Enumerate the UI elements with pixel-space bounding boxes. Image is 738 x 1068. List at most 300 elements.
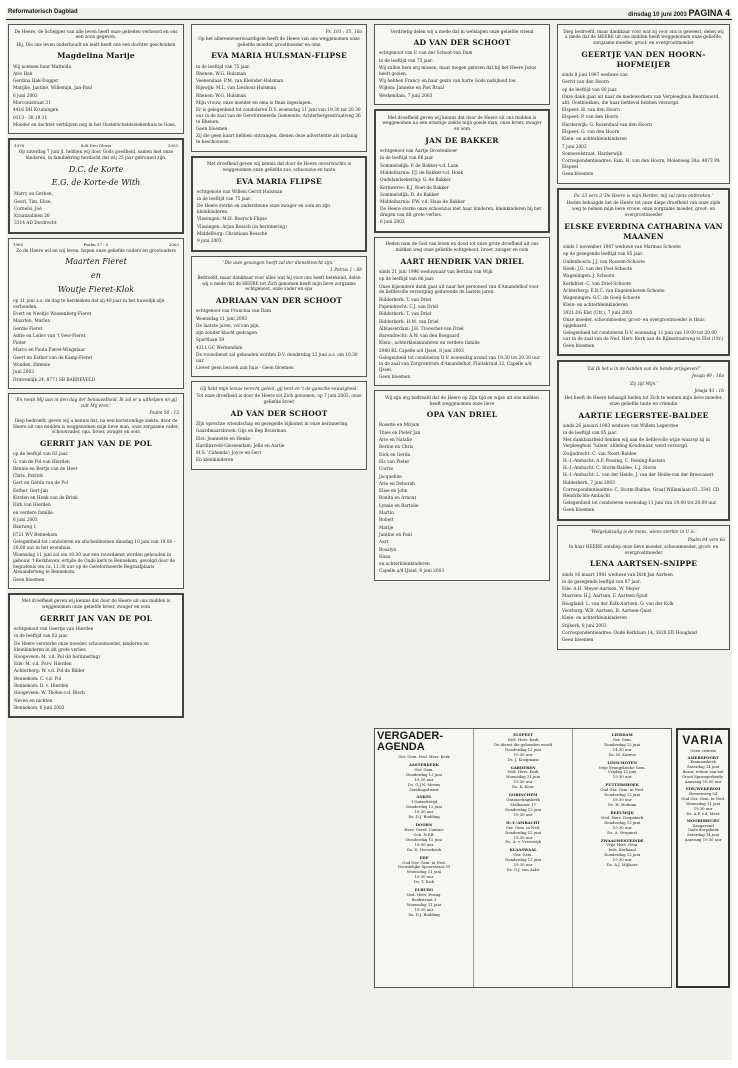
agenda-line: Ds. A. Vergunst (607, 829, 638, 835)
announcement-line: in de leeftijd van 66 jaar (380, 156, 434, 162)
announcement-line: Hoek: J.G. van der Poel-Schoote (563, 266, 633, 272)
announcement-text: Bedroefd, maar dankbaar voor alles wat hij voor ons heeft betekend, delen wij u mede dat de HEERE tot Zich genomen heeft mijn lieve zorgzame echtgenoot, onze vader en opa (197, 275, 361, 293)
announcement-line: 6 juni 2003 (13, 517, 38, 523)
agenda-entry (377, 795, 471, 820)
agenda-place: GORINCHEM (508, 792, 538, 798)
agenda-entry (476, 821, 570, 846)
announcement-line: Liever geen bezoek aan huis - Geen bloemen (196, 366, 294, 372)
announcement-line: Er is gelegenheid tot condoleren D.V. woensdag 11 juni van 19.30 tot 20.30 uur in de zaal van de Gereformeerde Gemeente, Achterbergsestraatweg 36 te Rhenen. (196, 108, 361, 125)
varia-line: Hessenweg 54 (689, 790, 718, 796)
announcement-line: Rijswijk: M.L. van Lieshout-Hulsman (196, 86, 277, 92)
agenda-line: Ds. G.J. van Aalst (506, 867, 540, 873)
announcement-line: 9 juni 2003 (197, 239, 222, 245)
announcement-text: Hij, Die ons leven onderhoudt en leidt heeft ons een dochter geschonken (16, 42, 176, 48)
agenda-line: Ds. D. Hoesebeek (407, 846, 442, 852)
announcement-line: zijn zonder klacht gedragen. (196, 331, 259, 337)
announcement-line: Geen bloemen (379, 374, 411, 380)
agenda-line: 19.30 uur (414, 776, 434, 782)
announcement-line: Harderwijk: G. Rozendaal-van den Hoorn (562, 122, 652, 128)
announcement-line: Evert en Neeltje Wassenberg-Fieret (13, 311, 92, 317)
announcement-line: Cornelis, Joë (14, 206, 42, 212)
announcement-line: Geen bloemen (562, 638, 594, 644)
announcement-line: Lynsie en Bartolie (379, 503, 419, 509)
announcement (374, 390, 550, 580)
varia-line: Aanvang 19.30 uur (684, 837, 722, 843)
agenda-entry (377, 888, 471, 918)
agenda-line: Ds. A.J. Mijlaars (606, 862, 638, 868)
announcement-line: 6 juni 2003 (13, 93, 38, 99)
announcement-text: Verdrietig delen wij u mede dat in welslapen onze geliefde vriend (390, 29, 534, 35)
agenda-entry (377, 823, 471, 853)
announcement-line: Sportlaan 39 (196, 338, 225, 344)
announcement-line: Esther, Gert-Jan (13, 488, 48, 494)
announcement-line: Bantweg 1 (13, 525, 37, 531)
agenda-line: Donderdag 12 juni (406, 804, 442, 810)
masthead (6, 8, 732, 20)
announcement-line: 0113 - 38 19 11 (13, 115, 48, 121)
agenda-place: H.-I.-AMBACHT (506, 819, 541, 825)
agenda-line: Oud Ger. Gem. in Ned. (600, 787, 645, 793)
announcement-line: Vlissingen: M.H. Boersch-Flipse (197, 217, 267, 223)
deceased-name: ADRIAAN VAN DER SCHOOT (215, 296, 343, 306)
couple-name: Woutje Fieret-Klok (57, 285, 135, 295)
announcement-line: Hardinxveld-Giessendam: Jelle en Aartie (196, 443, 285, 449)
agenda-line: Donderdag 12 juni (505, 806, 542, 812)
announcement-text: Met droefheid geven wij kennis dat door de Heere uit ons midden is weggenomen na een ernstige ziekte mijn goede man, onze broer, zwager en oom (382, 115, 542, 133)
announcement-line: Gerdie Fieret (13, 326, 43, 332)
announcement-line: Geen bloemen (563, 344, 595, 350)
announcement-line: Adrie en Lodev van 't Veer-Fieret (13, 333, 86, 339)
varia-line: Aanvang 10.00 uur (684, 779, 722, 785)
agenda-line: 19.30 uur (513, 811, 533, 817)
agenda-line: Ger. Gem. (414, 766, 434, 772)
page-number: PAGINA 4 (688, 8, 730, 18)
announcement (8, 24, 184, 134)
announcement-line: Achterberg: W. v.d. Pol-de Bilder (14, 669, 85, 675)
announcement-line: echtgenoot van F. van der Schoot-van Dam (379, 51, 473, 57)
announcement-line: Oudenbosch: J.J. van Rossem-Schoote (563, 259, 645, 265)
deceased-name: GERRIT JAN VAN DE POL (39, 614, 153, 624)
agenda-entry (476, 733, 570, 763)
agenda-entry (575, 839, 669, 869)
announcement (8, 238, 184, 389)
announcement-line: Elspeet: H. van den Hoorn (562, 108, 620, 114)
announcement-line: De rouwdienst zal gehouden worden D.V. donderdag 12 juni a.s. om 10.30 uur. (196, 353, 358, 364)
agenda-line: Donderdag 12 juni (406, 771, 442, 777)
announcement-line: Ede: M. v.d. Pol-v. Hierden (14, 662, 72, 668)
agenda-line: 19.30 uur (414, 906, 434, 912)
agenda-place: KLAASWAAL (509, 847, 537, 853)
announcement (191, 381, 367, 469)
header-motto: Psalm 37 : 5 (83, 241, 109, 247)
announcement-line: Correspondentieadres: C. Storm-Baldee, Graaf Willemlaan 63, 3341 CD Hendrik-Ido-Ambacht (563, 488, 720, 499)
announcement (8, 393, 184, 589)
announcement (191, 256, 367, 378)
announcement-line: Bennekom: C. v.d. Pol (14, 676, 62, 682)
announcement-line: Middelburg: Christiaan Bossche (197, 232, 268, 238)
announcement-line: Mijn vrouw, onze moeder en oma is thuis ingeslapen. (196, 101, 312, 106)
announcement-text: Diep bedroefd, maar dankbaar voor wat zij voor ons is geweest, delen wij u mede dat de HEERE uit ons midden heeft weggenomen onze geliefde, zorgzame moeder, groot- en overgrootmoeder (563, 29, 724, 47)
announcement-header (13, 242, 179, 247)
announcement-line: Wij zullen hem erg missen, maar mogen geloven dat hij het Heere Jezus heeft gezien. (379, 66, 537, 77)
varia-place: MOORDRECHT (686, 817, 720, 823)
announcement-line: Ridderkerk: T. van Driel (379, 312, 432, 318)
announcement-line: echtgenoot van Geertje van Hierden (14, 627, 94, 633)
announcement-text: Tot onze droefheid is door de Heere tot Zich genomen, op 7 juni 2003, onze geliefde broer (196, 394, 362, 406)
announcement-line: Wouden, Dimmie (13, 363, 51, 368)
announcement-line: Woensdag 11 juni zal om 10.30 uur een rouwdienst worden gehouden in gebouw 't Kerkhoven, ertijde de Oude kerk te Bennekom, gevolgd door de begrafenis om ca. 11.30 uur op de Gereformeerde Begraafplaats Alexanderweg te Bennekom. (13, 552, 175, 576)
announcement-line: Zwijndrecht: C. van Noort-Baldee (563, 451, 637, 457)
announcement-line: Druivenlijk 24, 8771 SB BARNEVELD (13, 377, 96, 383)
announcement-header (14, 143, 178, 148)
varia-place: AMERSFOORT (687, 754, 719, 760)
agenda-entry (377, 763, 471, 793)
announcement-line: Zijn oprechte vriendschap en geregelde bijkomst in onze herinnering. (196, 421, 349, 427)
announcement-line: Vlissingen: Arjan Bossch (in herinnering) (197, 224, 287, 230)
announcement-line: Hoogeveen: M. v.d. Pol (in herinnering) (14, 654, 100, 660)
agenda-line: Donderdag 12 juni (604, 852, 641, 858)
header-year-end: 2003 (168, 241, 179, 247)
announcement-line: Elspeet: G. van den Hoorn (562, 130, 620, 136)
varia-place: EDE/WEKEROM (685, 786, 721, 792)
announcement-line: Jacqueline (379, 474, 402, 480)
announcement-line: Els van Pieter (379, 459, 410, 465)
agenda-line: Vrije Herv. Gem. (606, 842, 639, 848)
agenda-line: Vrije Evangelische Gem. (598, 764, 646, 770)
agenda-line: Ds. J. Kooijmans (507, 756, 539, 762)
agenda-line: 19.30 uur (513, 862, 533, 868)
announcement-line: De Heere sterke onze schoonzus met haar kinderen, kleinkinderen bij het dragen van dit grote verlies. (380, 207, 542, 219)
announcement-line: Gelegenheid tot condoleren en afscheidnemen dinsdag 10 juni van 19.00 - 20.00 uur in het woonhuis. (13, 539, 176, 551)
announcement-line: Gert en Gerda van de Pol (13, 481, 68, 487)
announcement (557, 188, 730, 357)
agenda-line: 19.30 uur (612, 824, 632, 830)
agenda-line: Ds. M. Karens (608, 751, 636, 757)
announcement-line: H.-I.-Ambacht: L. van der Heide, J. van der Heide-van der Broecasert (563, 473, 714, 479)
agenda-line: Woensdag 11 juni (406, 901, 442, 907)
agenda-line: Ontmoetingskerk (506, 797, 540, 803)
agenda-line: Oud Ger. Gem. in Ned. (402, 859, 446, 865)
announcement-line: M.S. 'Cahenda': Joyce en Gert (196, 451, 262, 457)
announcement-line: Aart (379, 540, 389, 546)
agenda-line: 't Ontzettetijd (410, 799, 438, 805)
announcement (191, 156, 367, 252)
announcement-line: Geen bloemen (563, 508, 595, 514)
agenda-place: LIERDAM (611, 732, 633, 737)
announcement-line: in de gezegende leeftijd van 87 jaar. (562, 579, 641, 585)
announcement-line: Wijlem: Janneke en Piet Braal (379, 86, 445, 92)
announcement-line: Ridderkerk: T. van Driel (379, 297, 432, 303)
announcement-line: Oudelandsekering: G. de Bakker (380, 178, 451, 184)
varia-line: Emmauskerk (690, 759, 716, 765)
agenda-place: GARDEREN (510, 764, 536, 770)
announcement-line: Dick en Gerda (379, 452, 411, 458)
deceased-name: Magdelina Marije (57, 51, 135, 61)
announcement-line: Stijkerk, 8 juni 2003 (562, 623, 607, 629)
agenda-line: Ds. D.J. Budding (408, 814, 440, 820)
agenda-line: Donderdag 12 juni (505, 746, 542, 752)
varia-line: Bazar, reünie van het Groot Sprangerbeide. (682, 769, 725, 780)
varia-title: VARIA (682, 733, 724, 747)
header-year-start: 1963 (13, 241, 24, 247)
announcement-line: Marije (379, 525, 394, 531)
agenda-line: Ned. Herv. Kerk (507, 736, 539, 742)
announcement (557, 360, 730, 520)
announcement-line: Klein- en achterkleinkinderen (562, 616, 627, 622)
agenda-line: Ned. Herv. Evang. (406, 892, 442, 898)
announcement-line: echtgenote van Willem Gerrit Hulsman (197, 189, 283, 195)
announcement-line: Alblasserdam: J.H. Troeschet-van Driel (379, 326, 464, 332)
announcement-line: Barendrecht: A.W. van den Bosgaard (379, 334, 460, 340)
agenda-line: Noordelijke Spoorstraat 59 (397, 864, 451, 870)
agenda-line: Donderdag 12 juni (604, 741, 641, 747)
bible-quote: Ps. 23 vers 3 'De Heere is mijn Herder, mij zal niets ontbreken.' (574, 194, 713, 200)
announcement-line: Hoogland: L. van der Kolk-Aartsen, G. van der Kolk (562, 601, 674, 607)
agenda-line: 19.30 uur (513, 834, 533, 840)
couple-name: E.G. de Korte-de With (51, 178, 141, 188)
announcement-line: Geert en Esther van de Kamp-Fieret (13, 355, 93, 361)
announcement-line: Rosette en Mirjam (379, 423, 420, 429)
announcement-text: Met droefheid geven wij kennis dat door de Heere onverwachts is weggenomen onze geliefde zus, schoonzus en tante (206, 162, 351, 173)
announcement-line: Kraanzalinen 26 (14, 214, 50, 220)
column-3 (374, 24, 550, 724)
announcement-line: 4311 GC Werkendam (196, 345, 243, 351)
agenda-line: 19.30 uur (513, 751, 533, 757)
deceased-name: EVA MARIA FLIPSE (236, 176, 322, 186)
announcement-text: De Heere, de Schepper van alle leven heeft onze gebeden verhoord en ons een zoon gegeven. (14, 29, 178, 41)
agenda-place: REEUWIJK (610, 809, 634, 815)
announcement (557, 525, 730, 650)
announcement-line: Capelle a/d IJssel, 8 juni 2003 (379, 569, 445, 575)
bible-reference: Psalm 50 : 15 (149, 411, 179, 417)
announcement (8, 138, 184, 234)
announcement-line: sinds 1 november 1987 weduwe van Marinus Schoote (563, 245, 681, 251)
agenda-line: Woensdag 11 juni (506, 774, 541, 780)
announcement-line: Robert (379, 518, 394, 524)
announcement-line: Maarten, Marlon (13, 319, 51, 325)
announcement-line: Moeder en dochter verblijven nog in het Oosterscheldeziekenhuis te Goes. (13, 122, 177, 128)
agenda-line: 19.30 uur (513, 779, 533, 785)
announcement-line: G. van de Pol-van Hierden (13, 459, 70, 465)
announcement-line: Hans (379, 554, 391, 560)
announcement-line: Martin (379, 511, 394, 517)
announcement-line: sinds 21 juni 1996 weduwnaar van Bertina van Wijk (379, 270, 493, 275)
agenda-entry (476, 848, 570, 873)
announcement-line: Bennekom, 6 juni 2003 (14, 705, 65, 711)
announcement-line: Klein- en achterkleinkinderen (562, 137, 627, 143)
agenda-line: Donderdag 12 juni (406, 836, 442, 842)
header-year-start: 1978 (14, 143, 25, 149)
bible-reference: 1 Petrus 1 : 8b (330, 268, 362, 274)
announcement-line: Wageningen: G.C. de Goeij-Schoote (563, 296, 641, 302)
announcement-line: Maarsen: H.J. Aartsen, F. Aartsen-Spuit (562, 594, 648, 600)
announcement-line: En kleinkinderen (196, 458, 234, 464)
announcement-line: Rhenen: W.G. Hulsman (196, 71, 246, 77)
couple-name: D.C. de Korte (68, 164, 124, 174)
announcement-line: op de gezegende leeftijd van 85 jaar. (563, 252, 644, 258)
varia-line: Woensdag 11 juni (686, 800, 721, 806)
page-date: dinsdag 10 juni 2003 PAGINA 4 (628, 8, 730, 18)
announcement-line: Onze dank gaat uit naar de medewerkers van Verpleeghuis Beatrixoord, afd. Oostblokken, die haar liefdevol hebben verzorgd. (562, 95, 720, 106)
bible-reference: Psalm 84 vers 6a (687, 537, 725, 543)
deceased-name: GERRIT JAN VAN DE POL (39, 439, 153, 449)
announcement-line: 7 juni 2003 (562, 144, 587, 150)
announcement-text: Heden behaagde het de Heere tot onze diepe droefheid van onze zijde weg te nemen mijn lieve vrouw, onze zorgzame moeder, groot- en overgrootmoeder (566, 201, 721, 218)
announcement-line: sinds 8 juni 1997 weduwe van (562, 73, 628, 79)
announcement-line: Thies en Pieter Jan (379, 430, 421, 436)
announcement-line: Ede: A.H. Meyer-Aartsen, W. Meyer (562, 587, 640, 593)
deceased-name: AART HENDRIK VAN DRIEL (400, 256, 524, 266)
announcement-line: Kerkdriel: C. van Driel-Schoote (563, 281, 631, 287)
agenda-entry (377, 856, 471, 886)
announcement-line: Gaardmaarsbroek: Gijs en Bep Bouwman (196, 429, 286, 435)
announcement-line: 4416 DH Kruiningen (13, 108, 59, 114)
announcement-line: Wij noemen haar Mattelda (13, 64, 72, 70)
announcement-line: Rhenen: W.G. Hulsman (196, 93, 246, 99)
announcement-line: Gelegenheid tot condoleren woensdag 11 juni van 19.00 tot 20.00 uur. (563, 501, 717, 507)
agenda-line: Geb. N.P.B. (413, 831, 435, 837)
announcement-line: in de leeftijd van 85 jaar. (563, 431, 618, 437)
couple-name: Maarten Fieret (65, 257, 127, 267)
announcement-line: H.-I.-Ambacht: C. Storm-Baldee, L.J. Storm (563, 466, 657, 472)
agenda-line: Donderdag 12 juni (604, 819, 641, 825)
announcement-line: Bennekom: D. v. Hierden (14, 684, 69, 690)
agenda-line: Ned. Herv. Dorpskerk (601, 814, 644, 820)
announcement-line: Juni 2003 (13, 370, 34, 376)
announcement-line: Klein-, achterkleinkinderen en verdere familie (379, 341, 480, 347)
agenda-place: ELSPEET (513, 732, 533, 737)
announcement-line: Elst: Jeannette en Henko (196, 436, 251, 442)
announcement-line: Met dankbaarheid denken wij aan de liefdevolle wijze waarop zij in Verpleeghuis 'Salem' afdeling Koudenaar, werd verzorgd. (563, 438, 710, 450)
announcement (374, 109, 550, 233)
agenda-line: Stalkamer 17 (510, 801, 537, 807)
announcement-line: Ridderkerk: H.M. van Driel (379, 319, 439, 325)
announcement-line: Papendrecht: C.J. van Driel (379, 304, 438, 310)
agenda-line: Ds. K. Keur (512, 784, 535, 790)
announcement-text: Diep bedroefd, geven wij u kennis dat, na een kortstondige ziekte, door de Heere uit ons midden is weggenomen mijn lieve man, onze zorgzame vader, schoonvader, opa, broer, zwager en oom (13, 418, 179, 436)
agenda-and-varia-area (374, 728, 730, 988)
announcement-line: in de leeftijd van 82 jaar. (14, 634, 69, 640)
announcement-line: Pieter (13, 341, 27, 347)
agenda-line: 19.30 uur (612, 774, 632, 780)
announcement (191, 24, 367, 152)
agenda-line: Ds. H. Hofman (607, 801, 637, 807)
announcement-line: op de leeftijd van 82 jaar. (13, 452, 69, 458)
agenda-place: ELBURG (414, 887, 434, 893)
announcement-text: Op zaterdag 7 juni jl. hebben wij door Gods goedheid, samen met onze kinderen, in familiekring herdacht dat wij 25 jaar getrouwd zijn. (18, 150, 174, 161)
announcement (374, 24, 550, 105)
bible-quote: 'En roept Mij aan in den dag der benauwdheid, Ik zal er u uithelpen en gij zult Mij eren.' (15, 398, 177, 410)
announcement-line: in de leeftijd van 75 jaar. (379, 58, 434, 64)
announcement-line: op de leeftijd van 80 jaar. (562, 87, 618, 93)
deceased-name: OPA VAN DRIEL (426, 410, 498, 420)
announcement-line: De Heere sterke en ondersteune onze zwager en oom en zijn kleinkinderen. (197, 204, 330, 216)
announcement-line: De Heere versterke onze moeder, schoonmoeder, kinderen en kleinkinderen in dit grote verlies. (14, 641, 149, 653)
announcement-line: Ridderkerk, 7 juni 2003 (563, 480, 615, 486)
announcement-line: Arie Hak (13, 71, 33, 77)
deceased-name: AD VAN DER SCHOOT (230, 408, 328, 418)
agenda-entry (476, 793, 570, 818)
varia-line: 19.30 uur (693, 805, 713, 811)
announcement-line: Geen bloemen (196, 127, 228, 133)
column-1 (8, 24, 184, 1054)
announcement-line: Neven en nichten (14, 698, 53, 704)
announcement-line: Dirk van Hierden (13, 503, 51, 509)
agenda-place: DOORN (415, 822, 433, 828)
announcement-line: Wageningen: J. Schoote (563, 274, 615, 280)
agenda-line: 19.30 uur (612, 857, 632, 863)
announcement-line: Gelegenheid tot condoleren D.V. woensdag avond van 19.30 tot 20.30 uur in de zaal van Zorgcentrum d'Amandelhof, Fluitekruid 32, Capelle a/d IJssel. (379, 356, 540, 373)
agenda-line: Zendingsdienst (409, 786, 439, 792)
announcement-line: Marry en Gerben, (14, 192, 53, 198)
announcement-line: Achterberg: E.R.C. van Engelenhoven-Schoote (563, 288, 665, 294)
announcement-line: Elspeet: P. van den Hoorn (562, 115, 619, 121)
agenda-line: Donderdag 12 juni (604, 792, 641, 798)
announcement-line: Chris, Patrick (13, 474, 43, 480)
agenda-line: Ds. G.J.N. Moens (407, 781, 441, 787)
deceased-name: AARTIE LEGERSTEE-BALDEE (578, 410, 709, 420)
varia-line: Zangavond (692, 822, 714, 828)
agenda-line: Woensdag 11 juni (406, 869, 442, 875)
announcement-line: Geerl, Tim, Elise, (14, 199, 52, 205)
announcement-line: Klein- en achterkleinkinderen (563, 303, 628, 309)
bible-quote: 'Zij zijt Mijn.' (629, 381, 658, 387)
varia-line: Zaterdag 14 juni (687, 764, 720, 770)
announcement-line: Geen bloemen (13, 577, 45, 583)
deceased-name: GEERTJE VAN DEN HOORN-HOFMEIJER (581, 49, 706, 70)
vergader-agenda (374, 728, 672, 988)
announcement-line: Gerrit van den Hoorn (562, 80, 609, 86)
announcement-line: Sommelsdijk: D. de Bakker (380, 192, 439, 198)
announcement-text: In haar HEERE ontsliep onze lieve moeder, schoonmoeder, groot- en overgrootmoeder (568, 544, 719, 556)
announcement-line: in de leeftijd van 75 jaar. (196, 64, 251, 70)
deceased-name: AD VAN DER SCHOOT (413, 38, 511, 48)
newspaper-name: Reformatorisch Dagblad (8, 9, 78, 15)
announcement-line: Gelegenheid tot condoleren D.V. woensdag 11 juni van 19.00 tot 20.00 uur in de zaal van de Ned. Herv. Kerk aan de Rijksstraatweg te Elst (Utr.) (563, 331, 724, 342)
agenda-line: 14.30 uur (612, 746, 632, 752)
announcement-line: Sonnevelstraat, Harderwijk (562, 151, 623, 157)
agenda-line: Ieds. Kerkzaal (608, 847, 636, 853)
announcement-line: Werkendam, 7 juni 2003 (379, 93, 433, 99)
varia-subtitle: Geen criteria (690, 747, 716, 753)
agenda-line: Ds. D.J. Budding (408, 911, 440, 917)
announcement-line: Marijke, Jantine, Willemijn, Jan-Paul (13, 86, 92, 92)
header-year-end: 2003 (167, 143, 178, 149)
agenda-line: 19.30 uur (414, 809, 434, 815)
agenda-column (573, 729, 671, 987)
couple-name: en (91, 271, 101, 281)
announcement-line: Arie en Deborah (379, 481, 415, 487)
announcement-line: Marco en Paula Fieret-Wingelaar (13, 348, 86, 354)
announcement (8, 593, 184, 718)
announcement-line: Correspondentieadres: Fam. H. van den Hoorn, Molenweg 38a, 4073 PA Elspeet (562, 159, 720, 170)
varia-line: Zaterdag 14 juni (687, 832, 720, 838)
announcement-line: op de leeftijd van 86 jaar. (379, 277, 435, 283)
agenda-line: Ger. Gem. in Ned. (505, 824, 541, 830)
agenda-line: Ned. Herv. Kerk (507, 769, 539, 775)
bible-reference: Jesaja 49 : 16a (692, 374, 724, 380)
agenda-line: Ger. Gem. (513, 852, 533, 858)
announcement-line: Geen bloemen (562, 172, 594, 178)
announcement-line: echtgenoot van Aartje Grootenboer (380, 149, 458, 155)
announcement-line: Bonita en Arnout (379, 496, 417, 502)
announcement-text: Het heeft de Heere behaagd heden tot Zich te nemen mijn lieve moeder, onze geliefde tante en vriendin (564, 396, 723, 407)
deceased-name: JAN DE BAKKER (425, 135, 499, 145)
agenda-entry (575, 733, 669, 758)
announcement-line: 6721 WV Bennekom (13, 532, 58, 538)
agenda-place: LINSCHOTEN (607, 759, 638, 765)
announcement-line: in de leeftijd van 75 jaar. (197, 197, 252, 203)
